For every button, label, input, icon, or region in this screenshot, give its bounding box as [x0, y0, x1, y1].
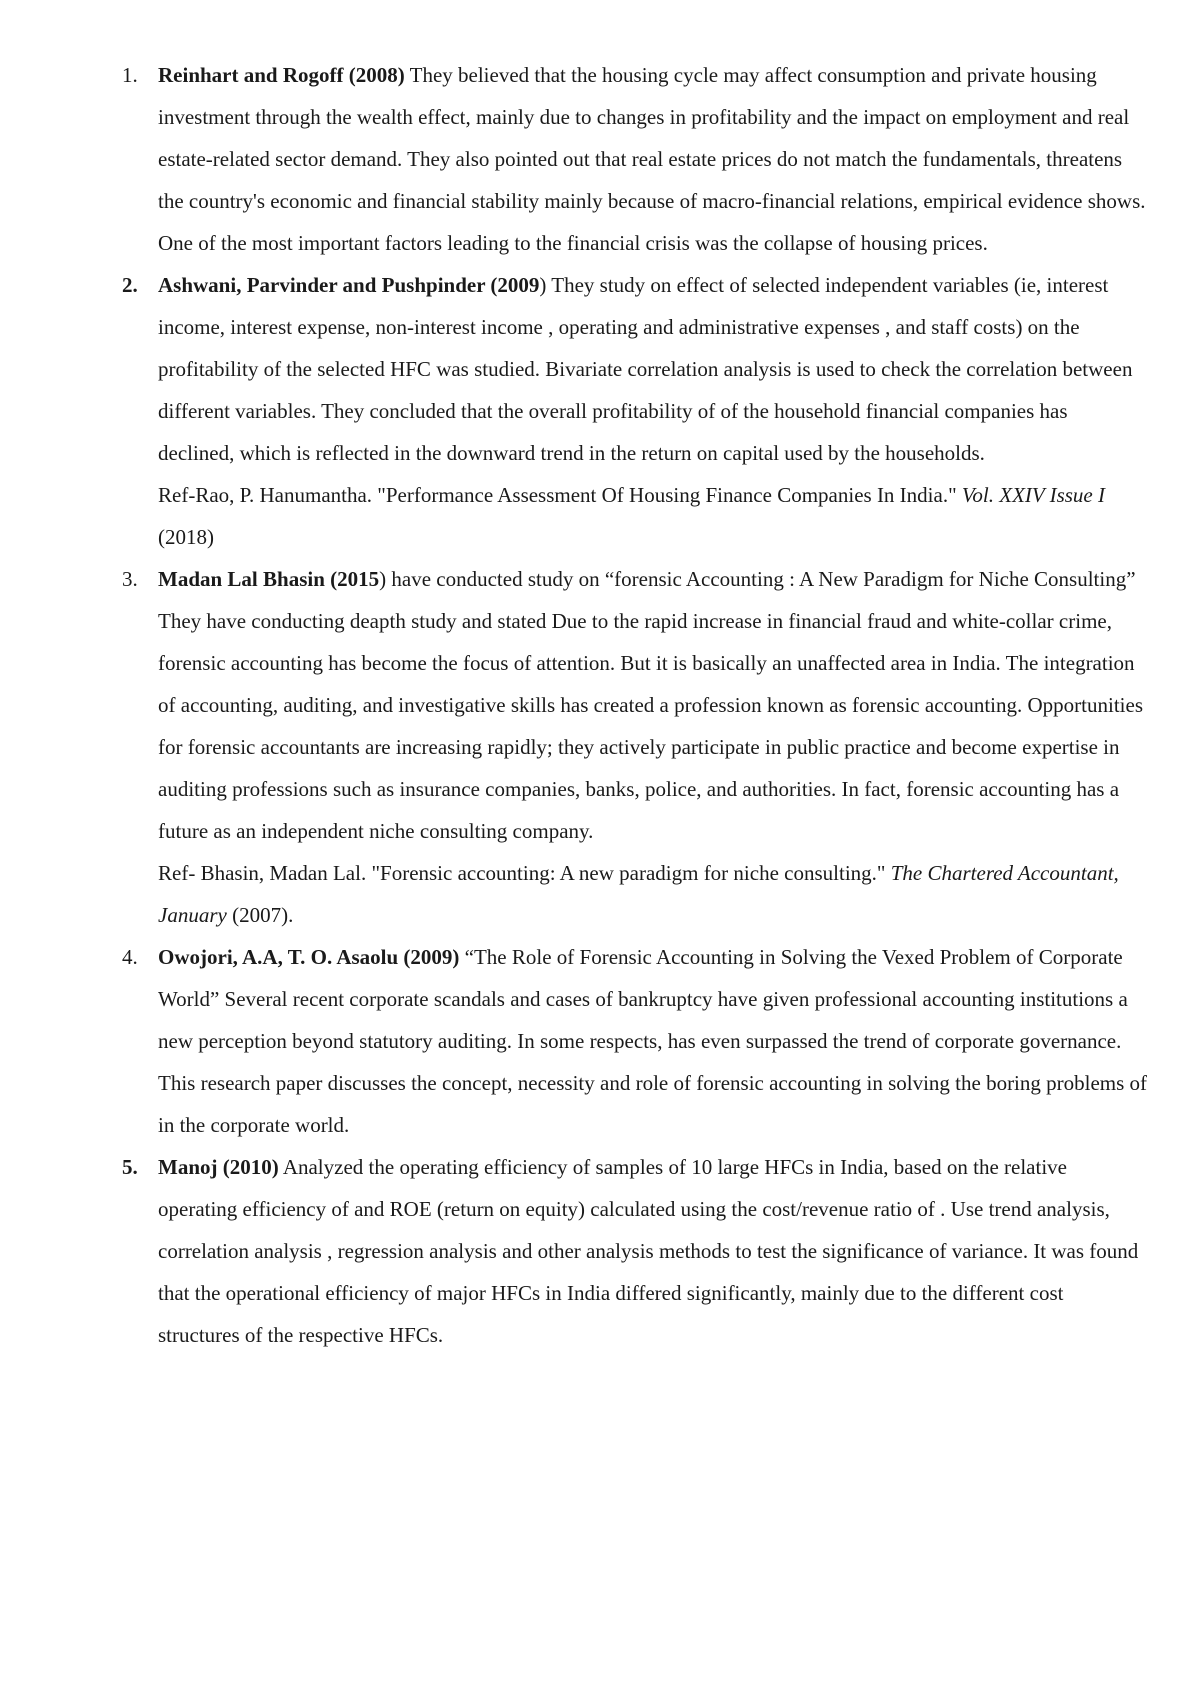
item-number: 4.	[122, 945, 138, 969]
author-citation: Ashwani, Parvinder and Pushpinder (2009	[158, 273, 540, 297]
reference-text: Ref- Bhasin, Madan Lal. "Forensic accounting: A new paradigm for niche consulting."	[158, 861, 891, 885]
reference-list	[122, 54, 1148, 1356]
list-item	[122, 54, 1148, 264]
reference-line	[158, 474, 1148, 558]
author-citation: Madan Lal Bhasin (2015	[158, 567, 380, 591]
item-number: 2.	[122, 273, 138, 297]
item-body: They believed that the housing cycle may affect consumption and private housing investment through the wealth effect, mainly due to changes in profitability and the impact on employment and real estate-related sector demand. They also pointed out that real estate prices do not match the fundamentals, threatens the country's economic and financial stability mainly because of macro-financial relations, empirical evidence shows. One of the most important factors leading to the financial crisis was the collapse of housing prices.	[158, 63, 1146, 255]
item-body: “The Role of Forensic Accounting in Solving the Vexed Problem of Corporate World” Several recent corporate scandals and cases of bankruptcy have given professional accounting institutions a new perception beyond statutory auditing. In some respects, has even surpassed the trend of corporate governance. This research paper discusses the concept, necessity and role of forensic accounting in solving the boring problems of in the corporate world.	[158, 945, 1148, 1137]
item-body: ) They study on effect of selected independent variables (ie, interest income, interest expense, non-interest income , operating and administrative expenses , and staff costs) on the profitability of the selected HFC was studied. Bivariate correlation analysis is used to check the correlation between different variables. They concluded that the overall profitability of of the household financial companies has declined, which is reflected in the downward trend in the return on capital used by the households.	[158, 273, 1133, 465]
reference-source: The Chartered Accountant, January	[158, 861, 1119, 927]
reference-year: (2007).	[226, 903, 294, 927]
item-number: 5.	[122, 1155, 138, 1179]
list-item	[122, 264, 1148, 558]
reference-text: Ref-Rao, P. Hanumantha. "Performance Assessment Of Housing Finance Companies In India."	[158, 483, 962, 507]
item-body: Analyzed the operating efficiency of samples of 10 large HFCs in India, based on the relative operating efficiency of and ROE (return on equity) calculated using the cost/revenue ratio of . Use trend analysis, correlation analysis , regression analysis and other analysis methods to test the significance of variance. It was found that the operational efficiency of major HFCs in India differed significantly, mainly due to the different cost structures of the respective HFCs.	[158, 1155, 1139, 1347]
item-number: 3.	[122, 567, 138, 591]
item-number: 1.	[122, 63, 138, 87]
author-citation: Owojori, A.A, T. O. Asaolu (2009)	[158, 945, 460, 969]
reference-source: Vol. XXIV Issue I	[961, 483, 1105, 507]
list-item	[122, 558, 1148, 936]
item-body: ) have conducted study on “forensic Accounting : A New Paradigm for Niche Consulting” They have conducting deapth study and stated Due to the rapid increase in financial fraud and white-collar crime, forensic accounting has become the focus of attention. But it is basically an unaffected area in India. The integration of accounting, auditing, and investigative skills has created a profession known as forensic accounting. Opportunities for forensic accountants are increasing rapidly; they actively participate in public practice and become expertise in auditing professions such as insurance companies, banks, police, and authorities. In fact, forensic accounting has a future as an independent niche consulting company.	[158, 567, 1144, 843]
list-item	[122, 1146, 1148, 1356]
list-item	[122, 936, 1148, 1146]
reference-year: (2018)	[158, 525, 214, 549]
author-citation: Manoj (2010)	[158, 1155, 279, 1179]
author-citation: Reinhart and Rogoff (2008)	[158, 63, 405, 87]
reference-line	[158, 852, 1148, 936]
